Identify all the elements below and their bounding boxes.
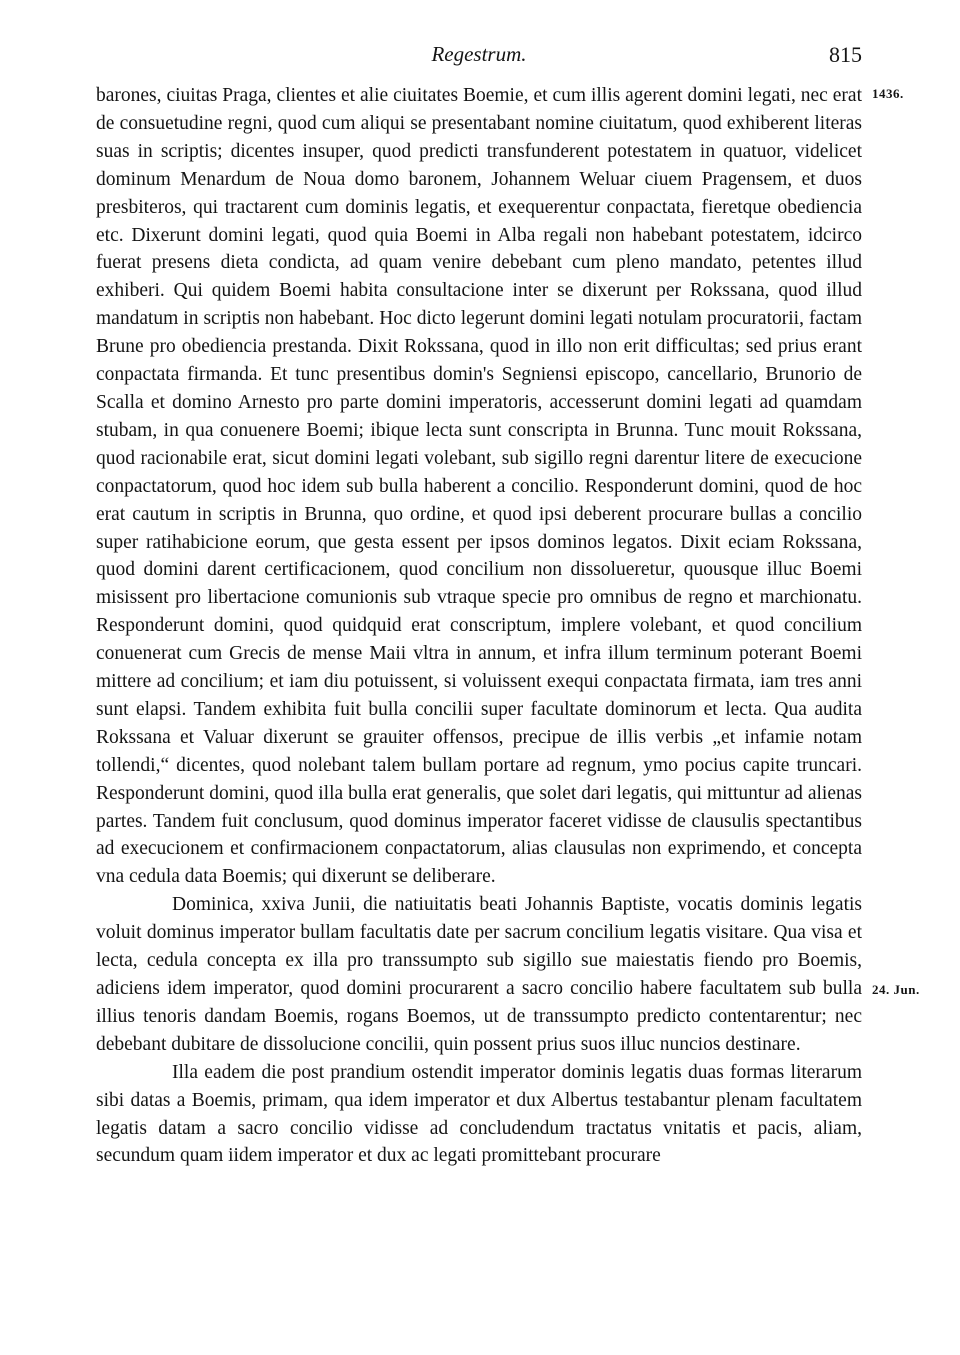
body-text: [96, 82, 862, 1170]
margin-note-date: 24. Jun.: [872, 982, 920, 997]
paragraph: Dominica, xxiva Junii, die natiuitatis beati Johannis Baptiste, vocatis dominis legatis voluit dominus imperator bullam facultatis date per sacrum concilium legatis visitare. Qua visa et lecta, cedula concepta ex illa pro transsumpto sub sigillo sue maiestatis fiendo pro Boemis, adiciens idem imperator, quod domini procurarent a sacro concilio habere facultatem sub bulla illius tenoris dandam Boemis, rogans Boemos, ut de transsumpto predicto contentarentur; nec debebant dubitare de dissolucione concilii, quin possent prius suos illuc nuncios destinare.: [96, 894, 862, 1055]
page-header: [96, 42, 862, 72]
paragraph: Illa eadem die post prandium ostendit imperator dominis legatis duas formas literarum sibi datas a Boemis, primam, qua idem imperator et dux Albertus testabantur plenam facultatem legatis datam a sacro concilio vidisse ad concludendum tractatus vnitatis et pacis, aliam, secundum quam iidem imperator et dux ac legati promittebant procurare: [96, 1061, 862, 1167]
margin-note-year: 1436.: [872, 86, 904, 101]
page-number: 815: [829, 42, 862, 67]
running-title: Regestrum.: [431, 42, 527, 66]
paragraph: barones, ciuitas Praga, clientes et alie ciuitates Boemie, et cum illis agerent domini legati, nec erat de consuetudine regni, quod cum aliqui se presentabant nomine ciuitatum, quod exhiberent literas suas in scriptis; dicentes insuper, quod predicti transfunderent potestatem in quatuor, videlicet dominum Menardum de Noua domo baronem, Johannem Weluar ciuem Pragensem, et duos presbiteros, qui tractarent cum dominis legatis, et exequerentur conpactata, fieretque obediencia etc. Dixerunt domini legati, quod quia Boemi in Alba regali non habebant potestatem, idcirco fuerat presens dieta condicta, ad quam venire debebant cum pleno mandato, petentes illud exhiberi. Qui quidem Boemi habita consultacione inter se dixerunt per Rokssana, quod illud mandatum in scriptis non habebant. Hoc dicto legerunt domini legati notulam procuratorii, factam Brune pro obediencia prestanda. Dixit Rokssana, quod in illo non erit difficultas; sed prius erant conpactata firmanda. Et tunc presentibus domin's Segniensi episcopo, cancellario, Brunorio de Scalla et domino Arnesto pro parte domini imperatoris, accesserunt domini legati ad quamdam stubam, in qua conuenere Boemi; ibique lecta sunt conscripta in Brunna. Tunc mouit Rokssana, quod racionabile erat, sicut domini legati volebant, sub sigillo regni darentur litere de execucione conpactatorum, quod hoc idem sub bulla haberent a concilio. Responderunt domini, quod de hoc erat cautum in scriptis in Brunna, quo ordine, et quod ipsi deberent procurare bullas a concilio super ratihabicione eorum, que gesta essent per ipsos dominos legatos. Dixit eciam Rokssana, quod domini darent certificacionem, quod concilium non dissolueretur, quousque illuc Boemi misissent pro libertacione comunionis sub vtraque specie pro omnibus de regno et marchionatu. Responderunt domini, quod quidquid erat conscriptum, implere volebant, et quod concilium conuenerat cum Grecis de mense Maii vltra in annum, et infra illum terminum poterant Boemi mittere ad concilium; et iam diu potuissent, si voluissent exequi conpactata firmata, iam tres anni sunt elapsi. Tandem exhibita fuit bulla concilii super facultate dominorum et lecta. Qua audita Rokssana et Valuar dixerunt se grauiter offensos, precipue de illis verbis „et infamie notam tollendi,“ dicentes, quod nolebant talem bullam portare ad regnum, ymo pocius capite truncari. Responderunt domini, quod illa bulla erat generalis, que solet dari legatis, qui mittuntur ad alienas partes. Tandem fuit conclusum, quod dominus imperator faceret vidisse de clausulis spectantibus ad execucionem et confirmacionem conpactatorum, alias clausulas non exprimendo, et concepta vna cedula data Boemis; qui dixerunt se deliberare.: [96, 85, 862, 888]
